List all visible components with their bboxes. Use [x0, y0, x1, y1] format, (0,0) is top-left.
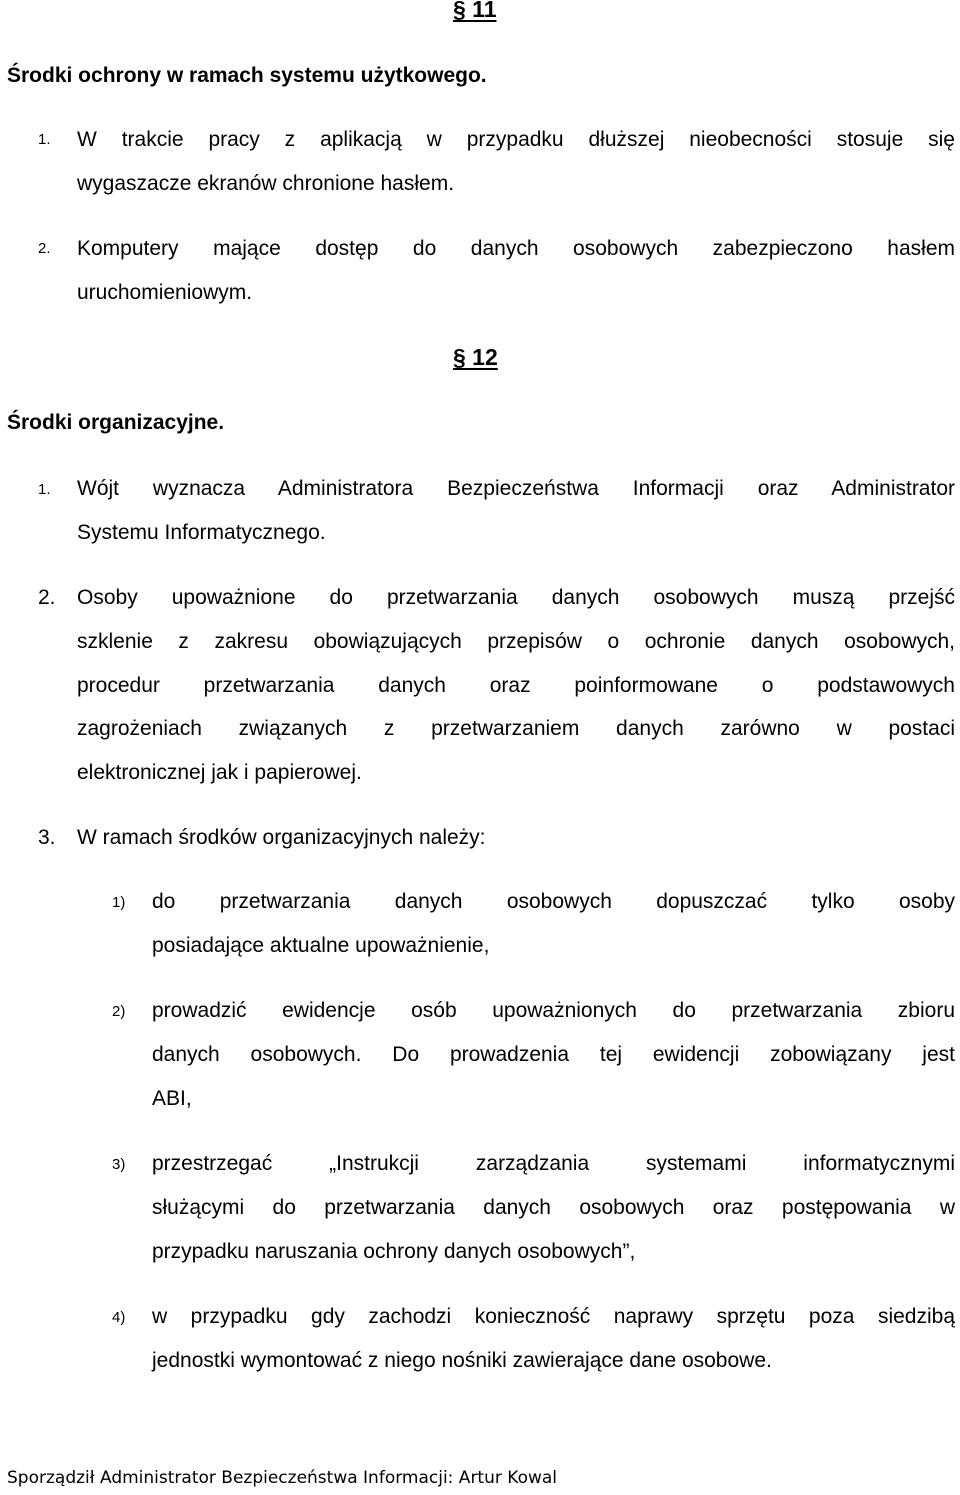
list-item-number: 3.: [38, 826, 56, 849]
sub-item-number: 4): [112, 1309, 126, 1326]
list-item-line: zagrożeniach związanych z przetwarzaniem danych zarówno w postaci: [77, 717, 955, 740]
sub-item-line: w przypadku gdy zachodzi konieczność naprawy sprzętu poza siedzibą: [152, 1305, 955, 1328]
list-item-number: 2.: [38, 240, 51, 257]
list-item-line: Komputery mające dostęp do danych osobowych zabezpieczono hasłem: [77, 237, 955, 260]
section-12-sign: § 12: [453, 344, 498, 370]
list-item-line: Systemu Informatycznego.: [77, 521, 326, 544]
list-item-line: Wójt wyznacza Administratora Bezpieczeństwa Informacji oraz Administrator: [77, 477, 955, 500]
list-item-line: szklenie z zakresu obowiązujących przepisów o ochronie danych osobowych,: [77, 630, 955, 653]
list-item-line: W trakcie pracy z aplikacją w przypadku dłuższej nieobecności stosuje się: [77, 128, 955, 151]
sub-item-number: 2): [112, 1003, 126, 1020]
sub-item-line: posiadające aktualne upoważnienie,: [152, 934, 490, 957]
sub-item-line: ABI,: [152, 1087, 192, 1110]
list-item-line: W ramach środków organizacyjnych należy:: [77, 826, 486, 849]
sub-item-line: służącymi do przetwarzania danych osobowych oraz postępowania w: [152, 1196, 955, 1219]
sub-item-number: 3): [112, 1156, 126, 1173]
sub-item-number: 1): [112, 894, 126, 911]
list-item-line: uruchomieniowym.: [77, 281, 253, 304]
list-item-line: procedur przetwarzania danych oraz poinformowane o podstawowych: [77, 674, 955, 697]
list-item-number: 1.: [38, 131, 51, 148]
sub-item-line: prowadzić ewidencje osób upoważnionych do przetwarzania zbioru: [152, 999, 955, 1022]
section-11-heading: Środki ochrony w ramach systemu użytkowego.: [7, 64, 487, 87]
list-item-number: 2.: [38, 586, 56, 609]
list-item-line: wygaszacze ekranów chronione hasłem.: [77, 172, 455, 195]
section-11-sign: § 11: [453, 0, 497, 22]
section-12-heading: Środki organizacyjne.: [7, 411, 225, 434]
sub-item-line: danych osobowych. Do prowadzenia tej ewidencji zobowiązany jest: [152, 1043, 955, 1066]
sub-item-line: jednostki wymontować z niego nośniki zawierające dane osobowe.: [152, 1349, 772, 1372]
list-item-number: 1.: [38, 481, 51, 498]
list-item-line: elektronicznej jak i papierowej.: [77, 761, 362, 784]
page-footer: Sporządził Administrator Bezpieczeństwa Informacji: Artur Kowal: [7, 1468, 558, 1488]
list-item-line: Osoby upoważnione do przetwarzania danych osobowych muszą przejść: [77, 586, 955, 609]
sub-item-line: przestrzegać „Instrukcji zarządzania systemami informatycznymi: [152, 1152, 955, 1175]
sub-item-line: przypadku naruszania ochrony danych osobowych”,: [152, 1240, 636, 1263]
sub-item-line: do przetwarzania danych osobowych dopuszczać tylko osoby: [152, 890, 955, 913]
